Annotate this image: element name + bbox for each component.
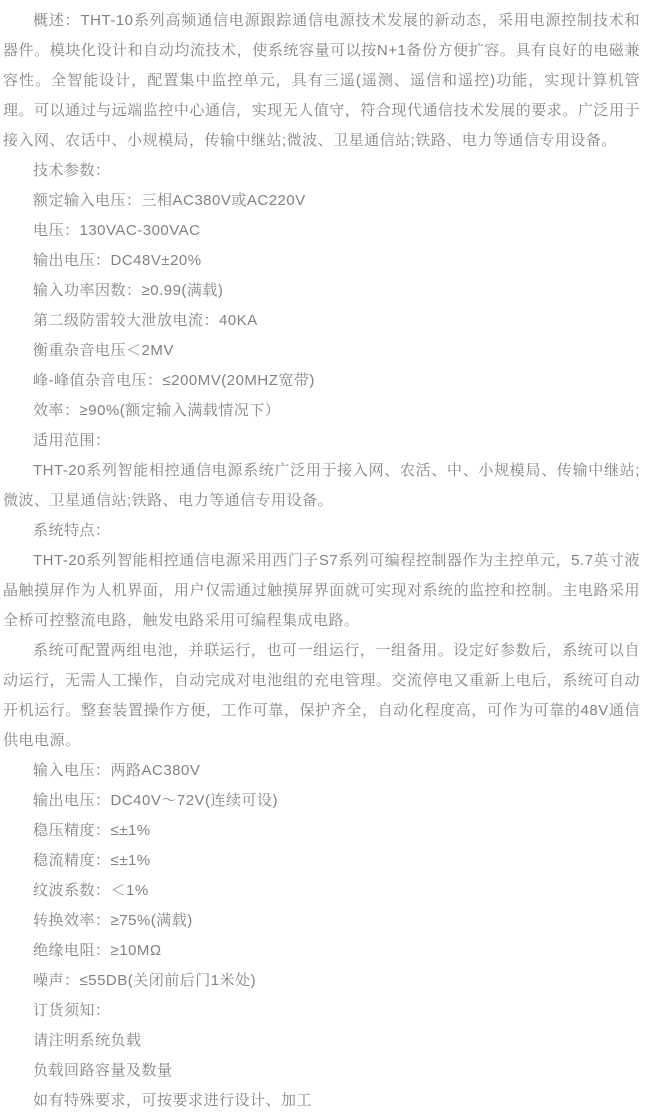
- paragraph: 第二级防雷较大泄放电流：40KA: [33, 312, 258, 329]
- paragraph: 绝缘电阻：≥10MΩ: [33, 942, 162, 959]
- paragraph: 输出电压：DC40V～72V(连续可设): [33, 792, 279, 809]
- paragraph: 请注明系统负载: [33, 1032, 142, 1049]
- paragraph: 纹波系数：＜1%: [33, 882, 149, 899]
- paragraph: 系统可配置两组电池，并联运行，也可一组运行，一组备用。设定好参数后，系统可以自动运行，无需人工操作，自动完成对电池组的充电管理。交流停电又重新上电后，系统可自动开机运行。整套装置操作方便，工作可靠，保护齐全，自动化程度高，可作为可靠的48V通信供电电源。: [3, 642, 640, 749]
- paragraph: 系统特点：: [33, 522, 111, 539]
- paragraph: 负载回路容量及数量: [33, 1062, 173, 1079]
- paragraph: 适用范围：: [33, 432, 111, 449]
- paragraph: 稳流精度：≤±1%: [33, 852, 151, 869]
- paragraph: 输入功率因数：≥0.99(满载): [33, 282, 224, 299]
- paragraph: 效率：≥90%(额定输入满载情况下）: [33, 402, 281, 419]
- paragraph: 衡重杂音电压＜2MV: [33, 342, 174, 359]
- paragraph: 转换效率：≥75%(满载): [33, 912, 193, 929]
- paragraph: 订货须知：: [33, 1002, 111, 1019]
- paragraph: 输出电压：DC48V±20%: [33, 252, 202, 269]
- paragraph: 如有特殊要求，可按要求进行设计、加工: [33, 1092, 313, 1109]
- paragraph: 技术参数：: [33, 162, 111, 179]
- paragraph: THT-20系列智能相控通信电源采用西门子S7系列可编程控制器作为主控单元，5.7英寸液晶触摸屏作为人机界面，用户仅需通过触摸屏界面就可实现对系统的监控和控制。主电路采用全桥可控整流电路，触发电路采用可编程集成电路。: [3, 552, 640, 629]
- paragraph: 电压：130VAC-300VAC: [33, 222, 201, 239]
- paragraph: 噪声：≤55DB(关闭前后门1米处): [33, 972, 257, 989]
- paragraph: 输入电压：两路AC380V: [33, 762, 201, 779]
- paragraph: THT-20系列智能相控通信电源系统广泛用于接入网、农活、中、小规模局、传输中继站;微波、卫星通信站;铁路、电力等通信专用设备。: [3, 462, 640, 509]
- paragraph: 额定输入电压：三相AC380V或AC220V: [33, 192, 306, 209]
- paragraph: 峰-峰值杂音电压：≤200MV(20MHZ宽带): [33, 372, 315, 389]
- paragraph: 稳压精度：≤±1%: [33, 822, 151, 839]
- paragraph: 概述：THT-10系列高频通信电源跟踪通信电源技术发展的新动态，采用电源控制技术和器件。模块化设计和自动均流技术，使系统容量可以按N+1备份方便扩容。具有良好的电磁兼容性。全智能设计，配置集中监控单元，具有三遥(遥测、遥信和遥控)功能，实现计算机管理。可以通过与远端监控中心通信，实现无人值守，符合现代通信技术发展的要求。广泛用于接入网、农话中、小规模局，传输中继站;微波、卫星通信站;铁路、电力等通信专用设备。: [3, 12, 640, 149]
